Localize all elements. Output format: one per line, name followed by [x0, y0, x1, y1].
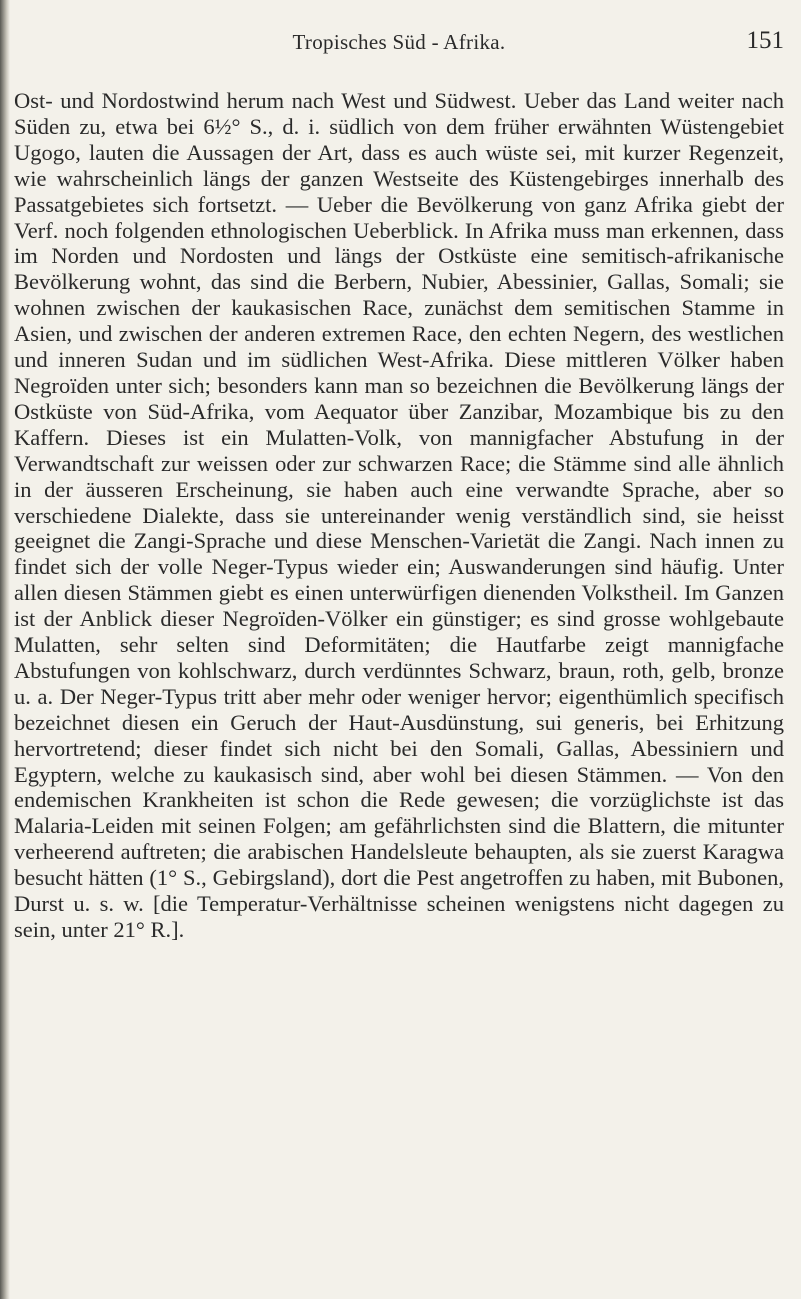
page-header: [14, 27, 784, 70]
running-head: Tropisches Süd - Afrika.: [292, 30, 506, 54]
page-binding-edge: [0, 0, 10, 1299]
book-page: [14, 0, 784, 1299]
body-paragraph: Ost- und Nordostwind herum nach West und Südwest. Ueber das Land weiter nach Süden zu, etwa bei 6½° S., d. i. südlich von dem früher erwähnten Wüstengebiet Ugogo, lauten die Aussagen der Art, dass es auch wüste sei, mit kurzer Regenzeit, wie wahrscheinlich längs der ganzen Westseite des Küstengebirges innerhalb des Passatgebietes sich fortsetzt. — Ueber die Bevölkerung von ganz Afrika giebt der Verf. noch folgenden ethnologischen Ueberblick. In Afrika muss man erkennen, dass im Norden und Nordosten und längs der Ostküste eine semitisch-afrikanische Bevölkerung wohnt, das sind die Berbern, Nubier, Abessinier, Gallas, Somali; sie wohnen zwischen der kaukasischen Race, zunächst dem semitischen Stamme in Asien, und zwischen der anderen extremen Race, den echten Negern, des westlichen und inneren Sudan und im südlichen West-Afrika. Diese mittleren Völker haben Negroïden unter sich; besonders kann man so bezeichnen die Bevölkerung längs der Ostküste von Süd-Afrika, vom Aequator über Zanzibar, Mozambique bis zu den Kaffern. Dieses ist ein Mulatten-Volk, von mannigfacher Abstufung in der Verwandtschaft zur weissen oder zur schwarzen Race; die Stämme sind alle ähnlich in der äusseren Erscheinung, sie haben auch eine verwandte Sprache, aber so verschiedene Dialekte, dass sie untereinander wenig verständlich sind, sie heisst geeignet die Zangi-Sprache und diese Menschen-Varietät die Zangi. Nach innen zu findet sich der volle Neger-Typus wieder ein; Auswanderungen sind häufig. Unter allen diesen Stämmen giebt es einen unterwürfigen dienenden Volkstheil. Im Ganzen ist der Anblick dieser Negroïden-Völker ein günstiger; es sind grosse wohlgebaute Mulatten, sehr selten sind Deformitäten; die Hautfarbe zeigt mannigfache Abstufungen von kohlschwarz, durch verdünntes Schwarz, braun, roth, gelb, bronze u. a. Der Neger-Typus tritt aber mehr oder weniger hervor; eigenthümlich specifisch bezeichnet diesen ein Geruch der Haut-Ausdünstung, sui generis, bei Erhitzung hervortretend; dieser findet sich nicht bei den Somali, Gallas, Abessiniern und Egyptern, welche zu kaukasisch sind, aber wohl bei diesen Stämmen. — Von den endemischen Krankheiten ist schon die Rede gewesen; die vorzüglichste ist das Malaria-Leiden mit seinen Folgen; am gefährlichsten sind die Blattern, die mitunter verheerend auftreten; die arabischen Handelsleute behaupten, als sie zuerst Karagwa besucht hätten (1° S., Gebirgsland), dort die Pest angetroffen zu haben, mit Bubonen, Durst u. s. w. [die Temperatur-Verhältnisse scheinen wenigstens nicht dagegen zu sein, unter 21° R.].: [14, 88, 784, 942]
page-number: 151: [746, 27, 784, 54]
